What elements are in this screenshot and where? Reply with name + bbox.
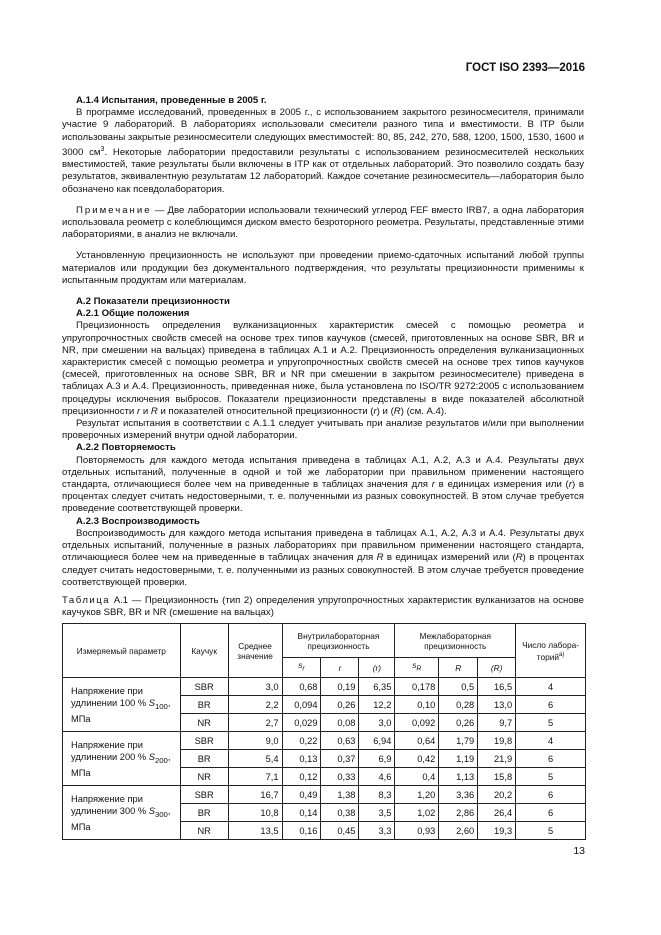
rubber-cell: NR — [180, 714, 228, 732]
section-a21-paragraph: Прецизионность определения вулканизационных характеристик смесей с помощью реометра и упругопрочностных свойств смесей на основе трех типов каучуков (смесей, приготовленных на основе SBR, BR и NR, при смешении на вальцах) приведена в таблицах А.1 и А.2. Прецизионность определения вулканизационных характеристик смесей с помощью реометра и упругопрочностных свойств смесей на основе трех типов каучуков (смесей, приготовленных на основе SBR, BR и NR при смешении в закрытом резиносмесителе) приведена в таблицах А.3 и А.4. Прецизионность, приведенная ниже, была установлена по ISO/TR 9272:2005 с использованием процедуры исключения выбросов. Показатели прецизионности представлены в виде показателей абсолютной прецизионности r и R и показателей относительной прецизионности (r) и (R) (см. А.4). — [62, 320, 584, 417]
value-cell-sR: 0,42 — [395, 750, 439, 768]
value-cell-rr: 6,9 — [359, 750, 395, 768]
labs-count-cell: 6 — [516, 750, 586, 768]
section-a14-title: А.1.4 Испытания, проведенные в 2005 г. — [76, 95, 267, 106]
labs-count-cell: 4 — [516, 678, 586, 696]
value-cell-rr: 4,6 — [359, 768, 395, 786]
parameter-cell: Напряжение при удлинении 300 % $S_{300}$, МПа — [63, 786, 181, 840]
value-cell-sr: 0,094 — [282, 696, 321, 714]
header-sR: $s_R$ — [395, 658, 439, 678]
table-row — [63, 732, 586, 750]
mean-cell: 16,7 — [228, 786, 282, 804]
section-a23-paragraph: Воспроизводимость для каждого метода испытания приведена в таблицах А.1, А.2, А.3 и А.4. Результаты двух отдельных испытаний, полученные в разных лабораториях при правильном применении настоящего стандарта, отличающиеся более чем на приведенные в таблицах значения для R в единицах измерений или (R) в процентах следует считать недостоверными, т. е. полученными из разных совокупностей. В этом случае требуется проведение соответствующей проверки. — [62, 527, 584, 588]
precision-usage-paragraph: Установленную прецизионность не используют при проведении приемо-сдаточных испытаний любой группы материалов или продукции без документального подтверждения, что результаты прецизионности применимы к испытанным продуктам или материалам. — [62, 250, 584, 286]
table-row — [63, 786, 586, 804]
page-content — [62, 95, 584, 840]
header-labs: Число лабораторий$^{a)}$ — [516, 624, 586, 678]
header-param: Измеряемый параметр — [63, 624, 181, 678]
value-cell-rr: 3,0 — [359, 714, 395, 732]
rubber-cell: BR — [180, 750, 228, 768]
value-cell-RR: 9,7 — [478, 714, 516, 732]
mean-cell: 3,0 — [228, 678, 282, 696]
section-a21-paragraph-2: Результат испытания в соответствии с А.1.1 следует учитывать при анализе результатов и/или при выполнении проверочных измерений внутри одной лаборатории. — [62, 418, 584, 442]
mean-cell: 13,5 — [228, 822, 282, 840]
section-a22-paragraph: Повторяемость для каждого метода испытания приведена в таблицах А.1, А.2, А.3 и А.4. Результаты двух отдельных испытаний, полученные в одной и той же лаборатории при правильном применении настоящего стандарта, отличающиеся более чем на приведенные в таблицах значения для r в единицах измерения или (r) в процентах следует считать недостоверными, т. е. полученными из разных совокупностей. В этом случае требуется проведение соответствующей проверки. — [62, 454, 584, 515]
value-cell-R: 1,13 — [439, 768, 478, 786]
value-cell-sr: 0,16 — [282, 822, 321, 840]
value-cell-sR: 0,93 — [395, 822, 439, 840]
header-mean: Среднее значение — [228, 624, 282, 678]
labs-count-cell: 6 — [516, 696, 586, 714]
header-R-rel: (R) — [478, 658, 516, 678]
value-cell-RR: 13,0 — [478, 696, 516, 714]
value-cell-sR: 0,10 — [395, 696, 439, 714]
value-cell-R: 3,36 — [439, 786, 478, 804]
value-cell-r: 0,38 — [321, 804, 359, 822]
value-cell-R: 0,5 — [439, 678, 478, 696]
value-cell-sR: 0,092 — [395, 714, 439, 732]
value-cell-R: 1,19 — [439, 750, 478, 768]
value-cell-R: 2,60 — [439, 822, 478, 840]
value-cell-rr: 8,3 — [359, 786, 395, 804]
mean-cell: 2,7 — [228, 714, 282, 732]
section-a2-title: А.2 Показатели прецизионности — [76, 296, 230, 308]
value-cell-sr: 0,68 — [282, 678, 321, 696]
value-cell-RR: 21,9 — [478, 750, 516, 768]
value-cell-R: 0,26 — [439, 714, 478, 732]
rubber-cell: BR — [180, 804, 228, 822]
value-cell-r: 0,08 — [321, 714, 359, 732]
labs-count-cell: 6 — [516, 804, 586, 822]
precision-table — [62, 623, 586, 840]
value-cell-rr: 3,5 — [359, 804, 395, 822]
rubber-cell: SBR — [180, 678, 228, 696]
header-r-rel: (r) — [359, 658, 395, 678]
note-paragraph: Примечание — Две лаборатории использовали технический углерод FEF вместо IRB7, а одна лаборатория использовала реометр с колеблющимся диском вместо безроторного реометра. Результаты, представленные этими лабораториями, в анализ не включали. — [62, 204, 584, 241]
value-cell-rr: 3,3 — [359, 822, 395, 840]
value-cell-sr: 0,12 — [282, 768, 321, 786]
mean-cell: 9,0 — [228, 732, 282, 750]
value-cell-R: 1,79 — [439, 732, 478, 750]
labs-count-cell: 5 — [516, 822, 586, 840]
value-cell-RR: 16,5 — [478, 678, 516, 696]
document-header: ГОСТ ISO 2393—2016 — [465, 62, 585, 74]
value-cell-rr: 12,2 — [359, 696, 395, 714]
value-cell-r: 0,63 — [321, 732, 359, 750]
value-cell-sR: 0,4 — [395, 768, 439, 786]
labs-count-cell: 4 — [516, 732, 586, 750]
header-rubber: Каучук — [180, 624, 228, 678]
value-cell-sR: 1,02 — [395, 804, 439, 822]
note-label: Примечание — [76, 204, 152, 216]
section-a14-paragraph: В программе исследований, проведенных в 2005 г., с использованием закрытого резиносмесителя, принимали участие 9 лабораторий. В лабораториях использовали смесители разного типа и вместимости. В ITP были использованы закрытые резиносмесители следующих вместимостей: 80, 85, 242, 270, 588, 1200, 1500, 1530, 1600 и 3000 $см^3$. Некоторые лаборатории предоставили результаты с использованием резиносмесителей нескольких вместимостей, такие результаты были включены в ITP как от отдельных лабораторий. Это позволило создать базу результатов, эквивалентную результатам 12 лабораторий. Каждое сочетание резиносмеситель—лаборатория было обозначено как псевдолаборатория. — [62, 107, 585, 195]
header-r: r — [321, 658, 359, 678]
value-cell-R: 0,28 — [439, 696, 478, 714]
value-cell-RR: 19,8 — [478, 732, 516, 750]
labs-count-cell: 5 — [516, 714, 586, 732]
header-sr: $s_r$ — [282, 658, 321, 678]
rubber-cell: NR — [180, 768, 228, 786]
value-cell-r: 0,37 — [321, 750, 359, 768]
labs-count-cell: 5 — [516, 768, 586, 786]
value-cell-sR: 1,20 — [395, 786, 439, 804]
labs-count-cell: 6 — [516, 786, 586, 804]
table-caption: Таблица А.1 — Прецизионность (тип 2) определения упругопрочностных характеристик вулканизатов на основе каучуков SBR, BR и NR (смешение на вальцах) — [62, 594, 584, 619]
parameter-cell: Напряжение при удлинении 200 % $S_{200}$, МПа — [63, 732, 181, 786]
page-number: 13 — [573, 845, 585, 857]
value-cell-r: 1,38 — [321, 786, 359, 804]
section-a23-title: А.2.3 Воспроизводимость — [76, 515, 200, 527]
value-cell-sr: 0,22 — [282, 732, 321, 750]
mean-cell: 5,4 — [228, 750, 282, 768]
value-cell-r: 0,19 — [321, 678, 359, 696]
value-cell-r: 0,45 — [321, 822, 359, 840]
value-cell-r: 0,33 — [321, 768, 359, 786]
header-between-lab: Межлабораторная прецизионность — [395, 624, 516, 658]
parameter-cell: Напряжение при удлинении 100 % $S_{100}$, МПа — [63, 678, 181, 732]
table-row — [63, 678, 586, 696]
rubber-cell: NR — [180, 822, 228, 840]
value-cell-RR: 26,4 — [478, 804, 516, 822]
value-cell-rr: 6,94 — [359, 732, 395, 750]
value-cell-rr: 6,35 — [359, 678, 395, 696]
header-within-lab: Внутрилабораторная прецизионность — [282, 624, 395, 658]
rubber-cell: SBR — [180, 786, 228, 804]
value-cell-R: 2,86 — [439, 804, 478, 822]
mean-cell: 2,2 — [228, 696, 282, 714]
section-a22-title: А.2.2 Повторяемость — [76, 442, 176, 454]
mean-cell: 10,8 — [228, 804, 282, 822]
value-cell-sR: 0,178 — [395, 678, 439, 696]
rubber-cell: BR — [180, 696, 228, 714]
value-cell-sr: 0,49 — [282, 786, 321, 804]
value-cell-RR: 20,2 — [478, 786, 516, 804]
value-cell-sr: 0,14 — [282, 804, 321, 822]
rubber-cell: SBR — [180, 732, 228, 750]
value-cell-sr: 0,029 — [282, 714, 321, 732]
value-cell-RR: 19,3 — [478, 822, 516, 840]
value-cell-r: 0,26 — [321, 696, 359, 714]
header-R: R — [439, 658, 478, 678]
value-cell-RR: 15,8 — [478, 768, 516, 786]
value-cell-sr: 0,13 — [282, 750, 321, 768]
section-a21-title: А.2.1 Общие положения — [76, 308, 190, 320]
mean-cell: 7,1 — [228, 768, 282, 786]
value-cell-sR: 0,64 — [395, 732, 439, 750]
